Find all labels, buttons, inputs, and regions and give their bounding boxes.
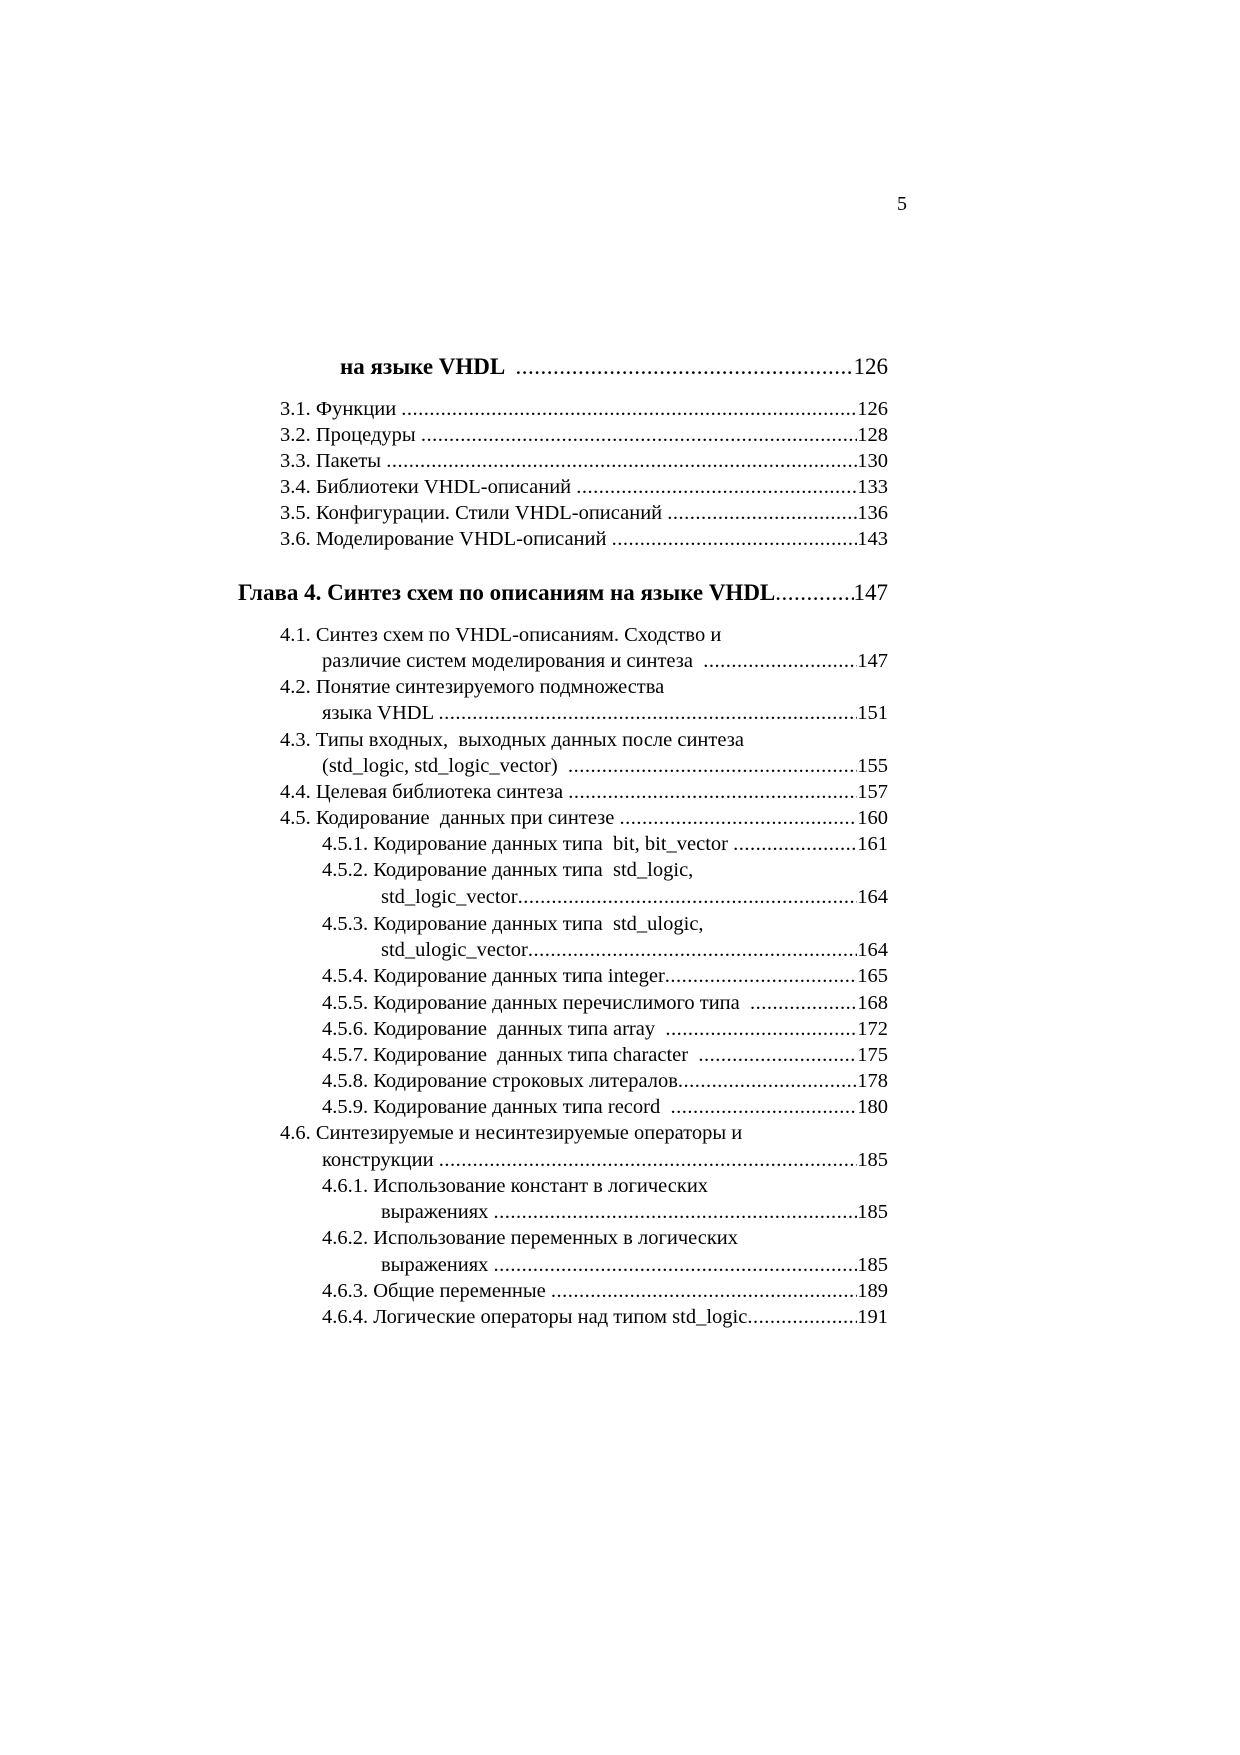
- toc-page-number: 168: [857, 992, 888, 1014]
- toc-entry-3-2[interactable]: [280, 422, 888, 448]
- toc-entry-4-5-6[interactable]: [322, 1016, 888, 1042]
- toc-page-number: 185: [857, 1201, 888, 1223]
- toc-heading-part3[interactable]: [340, 352, 888, 382]
- toc-leader-dots: [494, 1252, 858, 1278]
- page-number: 5: [897, 193, 907, 215]
- toc-entry-4-6-4[interactable]: [322, 1304, 888, 1330]
- toc-page-number: 161: [857, 833, 888, 855]
- toc-leader-dots: [386, 448, 857, 474]
- toc-leader-dots: [576, 474, 857, 500]
- toc-entry-3-4[interactable]: [280, 474, 888, 500]
- toc-entry-4-5-3-line1[interactable]: [322, 911, 704, 937]
- toc-entry-label: 3.6. Моделирование VHDL-описаний: [280, 528, 612, 550]
- toc-entry-4-4[interactable]: [280, 779, 888, 805]
- toc-entry-4-5-2-line2[interactable]: [381, 884, 888, 910]
- toc-entry-label: 4.6.3. Общие переменные: [322, 1280, 551, 1302]
- toc-page-number: 160: [857, 807, 888, 829]
- toc-entry-label: 4.5.1. Кодирование данных типа bit, bit_vector: [322, 833, 734, 855]
- toc-entry-4-1-line2[interactable]: [322, 648, 888, 674]
- toc-page-number: 128: [857, 424, 888, 446]
- toc-page-number: 157: [857, 781, 888, 803]
- toc-entry-3-6[interactable]: [280, 526, 888, 552]
- toc-entry-3-1[interactable]: [280, 396, 888, 422]
- toc-entry-label: 4.3. Типы входных, выходных данных после синтеза: [280, 729, 744, 751]
- toc-entry-label: 4.5.7. Кодирование данных типа character: [322, 1044, 699, 1066]
- toc-entry-label: конструкции: [322, 1149, 439, 1171]
- toc-leader-dots: [528, 937, 857, 963]
- toc-page-number: 180: [857, 1096, 888, 1118]
- toc-entry-4-3-line2[interactable]: [322, 753, 888, 779]
- toc-entry-label: 3.4. Библиотеки VHDL-описаний: [280, 476, 577, 498]
- toc-leader-dots: [750, 990, 857, 1016]
- toc-entry-label: 4.5.8. Кодирование строковых литералов: [322, 1070, 678, 1092]
- toc-leader-dots: [568, 779, 857, 805]
- toc-leader-dots: [421, 422, 857, 448]
- toc-entry-4-6-1-line2[interactable]: [381, 1199, 888, 1225]
- toc-entry-label: 3.5. Конфигурации. Стили VHDL-описаний: [280, 502, 668, 524]
- toc-entry-label: 4.5.6. Кодирование данных типа array: [322, 1018, 666, 1040]
- toc-leader-dots: [612, 526, 858, 552]
- toc-page-number: 164: [857, 939, 888, 961]
- toc-entry-label: 4.1. Синтез схем по VHDL-описаниям. Сходство и: [280, 624, 722, 646]
- toc-page-number: 185: [857, 1149, 888, 1171]
- toc-entry-4-5-5[interactable]: [322, 990, 888, 1016]
- toc-entry-4-6-line2[interactable]: [322, 1147, 888, 1173]
- toc-entry-4-5-7[interactable]: [322, 1042, 888, 1068]
- toc-entry-4-2-line1[interactable]: [280, 674, 664, 700]
- toc-entry-label: 4.6.4. Логические операторы над типом std_logic: [322, 1306, 748, 1328]
- toc-entry-3-5[interactable]: [280, 500, 888, 526]
- toc-entry-label: 4.5.9. Кодирование данных типа record: [322, 1096, 671, 1118]
- toc-page-number: 165: [857, 965, 888, 987]
- toc-leader-dots: [698, 1042, 857, 1068]
- toc-entry-4-6-2-line2[interactable]: [381, 1252, 888, 1278]
- toc-page-number: 164: [857, 886, 888, 908]
- toc-page-number: 147: [853, 580, 888, 605]
- toc-entry-4-3-line1[interactable]: [280, 727, 744, 753]
- toc-page-number: 143: [857, 528, 888, 550]
- toc-entry-4-2-line2[interactable]: [322, 700, 888, 726]
- toc-entry-4-1-line1[interactable]: [280, 622, 721, 648]
- toc-entry-label: std_ulogic_vector: [381, 939, 528, 961]
- toc-entry-4-6-3[interactable]: [322, 1278, 888, 1304]
- toc-entry-label: 3.1. Функции: [280, 398, 402, 420]
- toc-entry-label: 4.4. Целевая библиотека синтеза: [280, 781, 569, 803]
- toc-page-number: 155: [857, 755, 888, 777]
- toc-entry-4-5-8[interactable]: [322, 1068, 888, 1094]
- toc-page-number: 133: [857, 476, 888, 498]
- toc-entry-label: 4.5.2. Кодирование данных типа std_logic,: [322, 859, 694, 881]
- toc-leader-dots: [747, 1304, 857, 1330]
- toc-entry-label: выражениях: [381, 1201, 494, 1223]
- toc-heading-chapter4[interactable]: [238, 578, 888, 608]
- toc-entry-label: (std_logic, std_logic_vector): [322, 755, 568, 777]
- toc-heading-title: Глава 4. Синтез схем по описаниям на языке VHDL: [238, 580, 776, 605]
- toc-entry-4-5-2-line1[interactable]: [322, 857, 693, 883]
- toc-entry-4-6-2-line1[interactable]: [322, 1225, 738, 1251]
- toc-entry-4-5[interactable]: [280, 805, 888, 831]
- toc-leader-dots: [733, 831, 857, 857]
- toc-entry-4-5-4[interactable]: [322, 963, 888, 989]
- toc-leader-dots: [568, 753, 857, 779]
- toc-leader-dots: [518, 884, 858, 910]
- toc-page-number: 185: [857, 1254, 888, 1276]
- toc-leader-dots: [678, 1068, 857, 1094]
- toc-page-number: 136: [857, 502, 888, 524]
- toc-leader-dots: [438, 700, 857, 726]
- toc-leader-dots: [515, 352, 853, 382]
- toc-page-number: 130: [857, 450, 888, 472]
- toc-entry-4-5-1[interactable]: [322, 831, 888, 857]
- toc-leader-dots: [670, 1094, 857, 1120]
- toc-leader-dots: [620, 805, 858, 831]
- toc-entry-label: 3.2. Процедуры: [280, 424, 421, 446]
- toc-entry-label: 4.5.3. Кодирование данных типа std_ulogic,: [322, 913, 704, 935]
- toc-page-number: 191: [857, 1306, 888, 1328]
- toc-leader-dots: [667, 500, 857, 526]
- toc-entry-label: 3.3. Пакеты: [280, 450, 387, 472]
- toc-entry-label: 4.6.1. Использование констант в логических: [322, 1175, 709, 1197]
- toc-leader-dots: [775, 578, 853, 608]
- toc-leader-dots: [703, 648, 857, 674]
- toc-leader-dots: [551, 1278, 857, 1304]
- toc-entry-label: 4.5.5. Кодирование данных перечислимого типа: [322, 992, 750, 1014]
- toc-leader-dots: [665, 963, 857, 989]
- toc-entry-4-6-line1[interactable]: [280, 1120, 742, 1146]
- toc-entry-4-5-3-line2[interactable]: [381, 937, 888, 963]
- toc-page-number: 175: [857, 1044, 888, 1066]
- toc-page-number: 126: [857, 398, 888, 420]
- toc-entry-label: std_logic_vector: [381, 886, 518, 908]
- toc-entry-3-3[interactable]: [280, 448, 888, 474]
- toc-entry-4-5-9[interactable]: [322, 1094, 888, 1120]
- toc-entry-label: выражениях: [381, 1254, 494, 1276]
- toc-page-number: 178: [857, 1070, 888, 1092]
- toc-page-number: 189: [857, 1280, 888, 1302]
- toc-entry-4-6-1-line1[interactable]: [322, 1173, 708, 1199]
- toc-leader-dots: [494, 1199, 858, 1225]
- toc-page-number: 126: [853, 354, 888, 379]
- toc-entry-label: 4.6.2. Использование переменных в логических: [322, 1227, 739, 1249]
- toc-entry-label: различие систем моделирования и синтеза: [322, 650, 704, 672]
- toc-leader-dots: [439, 1147, 858, 1173]
- toc-leader-dots: [665, 1016, 857, 1042]
- toc-page-number: 172: [857, 1018, 888, 1040]
- toc-entry-label: языка VHDL: [322, 702, 439, 724]
- toc-entry-label: 4.2. Понятие синтезируемого подмножества: [280, 676, 665, 698]
- toc-page-number: 151: [857, 702, 888, 724]
- toc-heading-title: на языке VHDL: [340, 354, 516, 379]
- toc-entry-label: 4.6. Синтезируемые и несинтезируемые операторы и: [280, 1122, 743, 1144]
- toc-leader-dots: [401, 396, 857, 422]
- toc-entry-label: 4.5.4. Кодирование данных типа integer: [322, 965, 665, 987]
- toc-entry-label: 4.5. Кодирование данных при синтезе: [280, 807, 620, 829]
- toc-page-number: 147: [857, 650, 888, 672]
